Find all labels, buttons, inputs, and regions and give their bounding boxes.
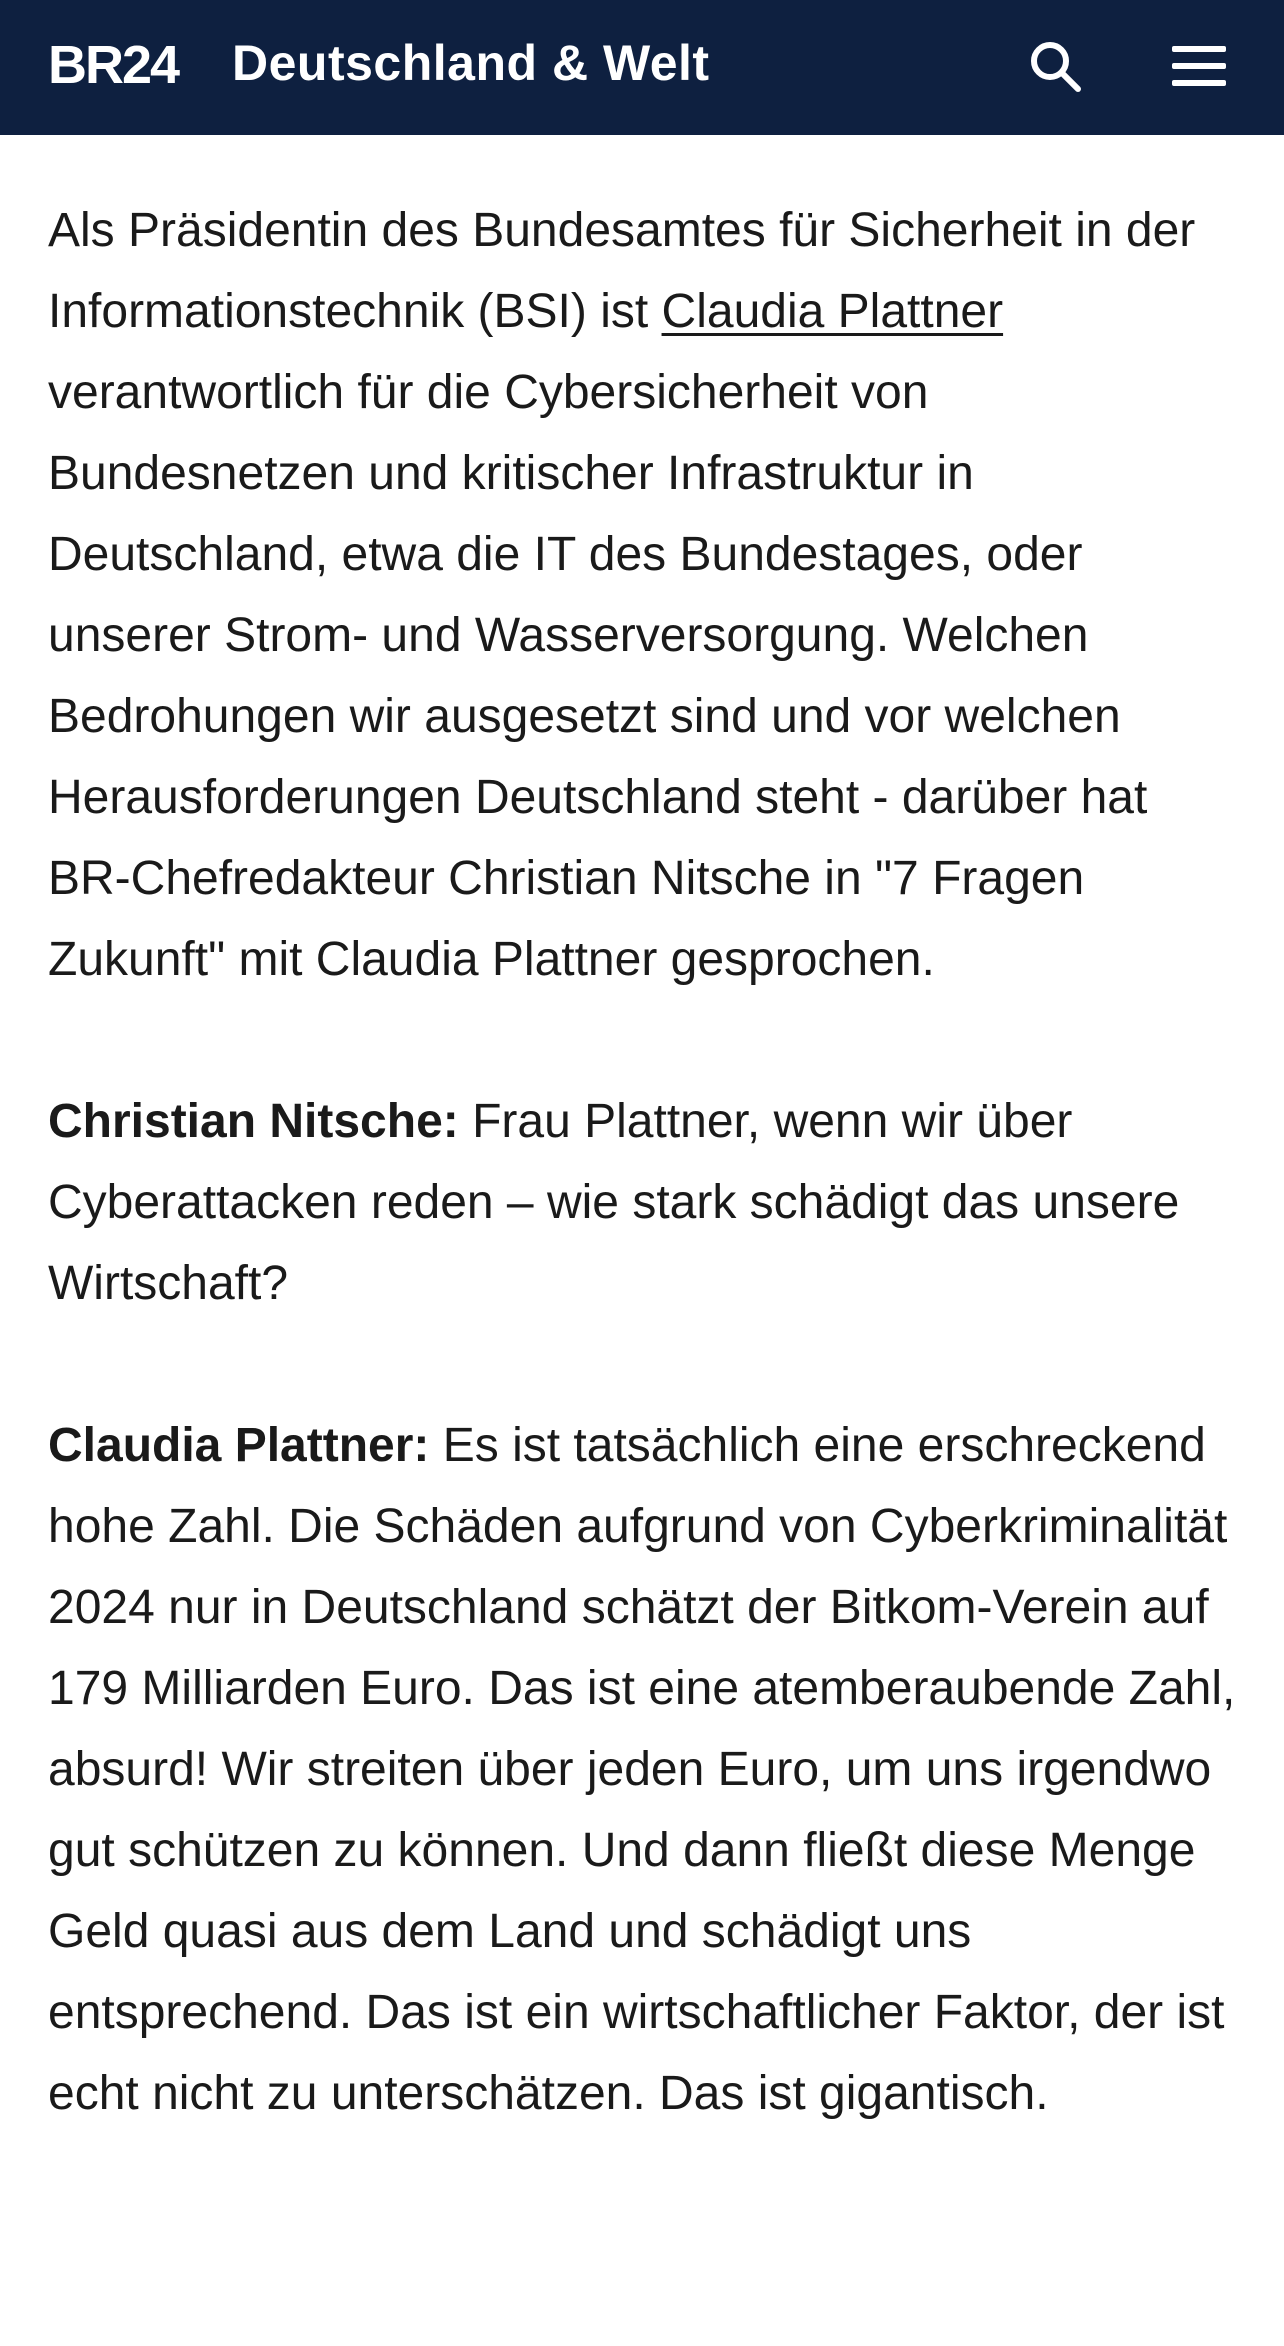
- claudia-plattner-link[interactable]: Claudia Plattner: [661, 285, 1004, 338]
- search-button[interactable]: [1019, 30, 1091, 102]
- article-body: [48, 190, 1238, 2134]
- answer-speaker-label: Claudia Plattner:: [48, 1419, 430, 1472]
- article-intro-paragraph: [48, 190, 1238, 1000]
- menu-button[interactable]: [1163, 30, 1235, 102]
- logo-text: BR24: [48, 36, 179, 92]
- top-bar: [0, 0, 1284, 135]
- question-speaker-label: Christian Nitsche:: [48, 1095, 459, 1148]
- hamburger-menu-icon: [1170, 42, 1228, 90]
- br24-logo-mark: [48, 36, 184, 92]
- answer-text: Es ist tatsächlich eine erschreckend hohe Zahl. Die Schäden aufgrund von Cyberkriminalität 2024 nur in Deutschland schätzt der Bitkom-Verein auf 179 Milliarden Euro. Das ist eine atemberaubende Zahl, absurd! Wir streiten über jeden Euro, um uns irgendwo gut schützen zu können. Und dann fließt diese Menge Geld quasi aus dem Land und schädigt uns entsprechend. Das ist ein wirtschaftlicher Faktor, der ist echt nicht zu unterschätzen. Das ist gigantisch.: [48, 1419, 1236, 2120]
- interview-question-paragraph: [48, 1081, 1238, 1324]
- interview-answer-paragraph: [48, 1405, 1238, 2134]
- br24-logo[interactable]: [48, 36, 184, 92]
- search-icon: [1026, 37, 1084, 95]
- section-title[interactable]: Deutschland & Welt: [232, 35, 710, 91]
- question-text: Frau Plattner, wenn wir über Cyberattacken reden – wie stark schädigt das unsere Wirtschaft?: [48, 1095, 1180, 1310]
- intro-text-before-link: Als Präsidentin des Bundesamtes für Sicherheit in der Informationstechnik (BSI) ist: [48, 204, 1196, 338]
- intro-text-after-link: verantwortlich für die Cybersicherheit von Bundesnetzen und kritischer Infrastruktur in Deutschland, etwa die IT des Bundestages, oder unserer Strom- und Wasserversorgung. Welchen Bedrohungen wir ausgesetzt sind und vor welchen Herausforderungen Deutschland steht - darüber hat BR-Chefredakteur Christian Nitsche in "7 Fragen Zukunft" mit Claudia Plattner gesprochen.: [48, 366, 1148, 986]
